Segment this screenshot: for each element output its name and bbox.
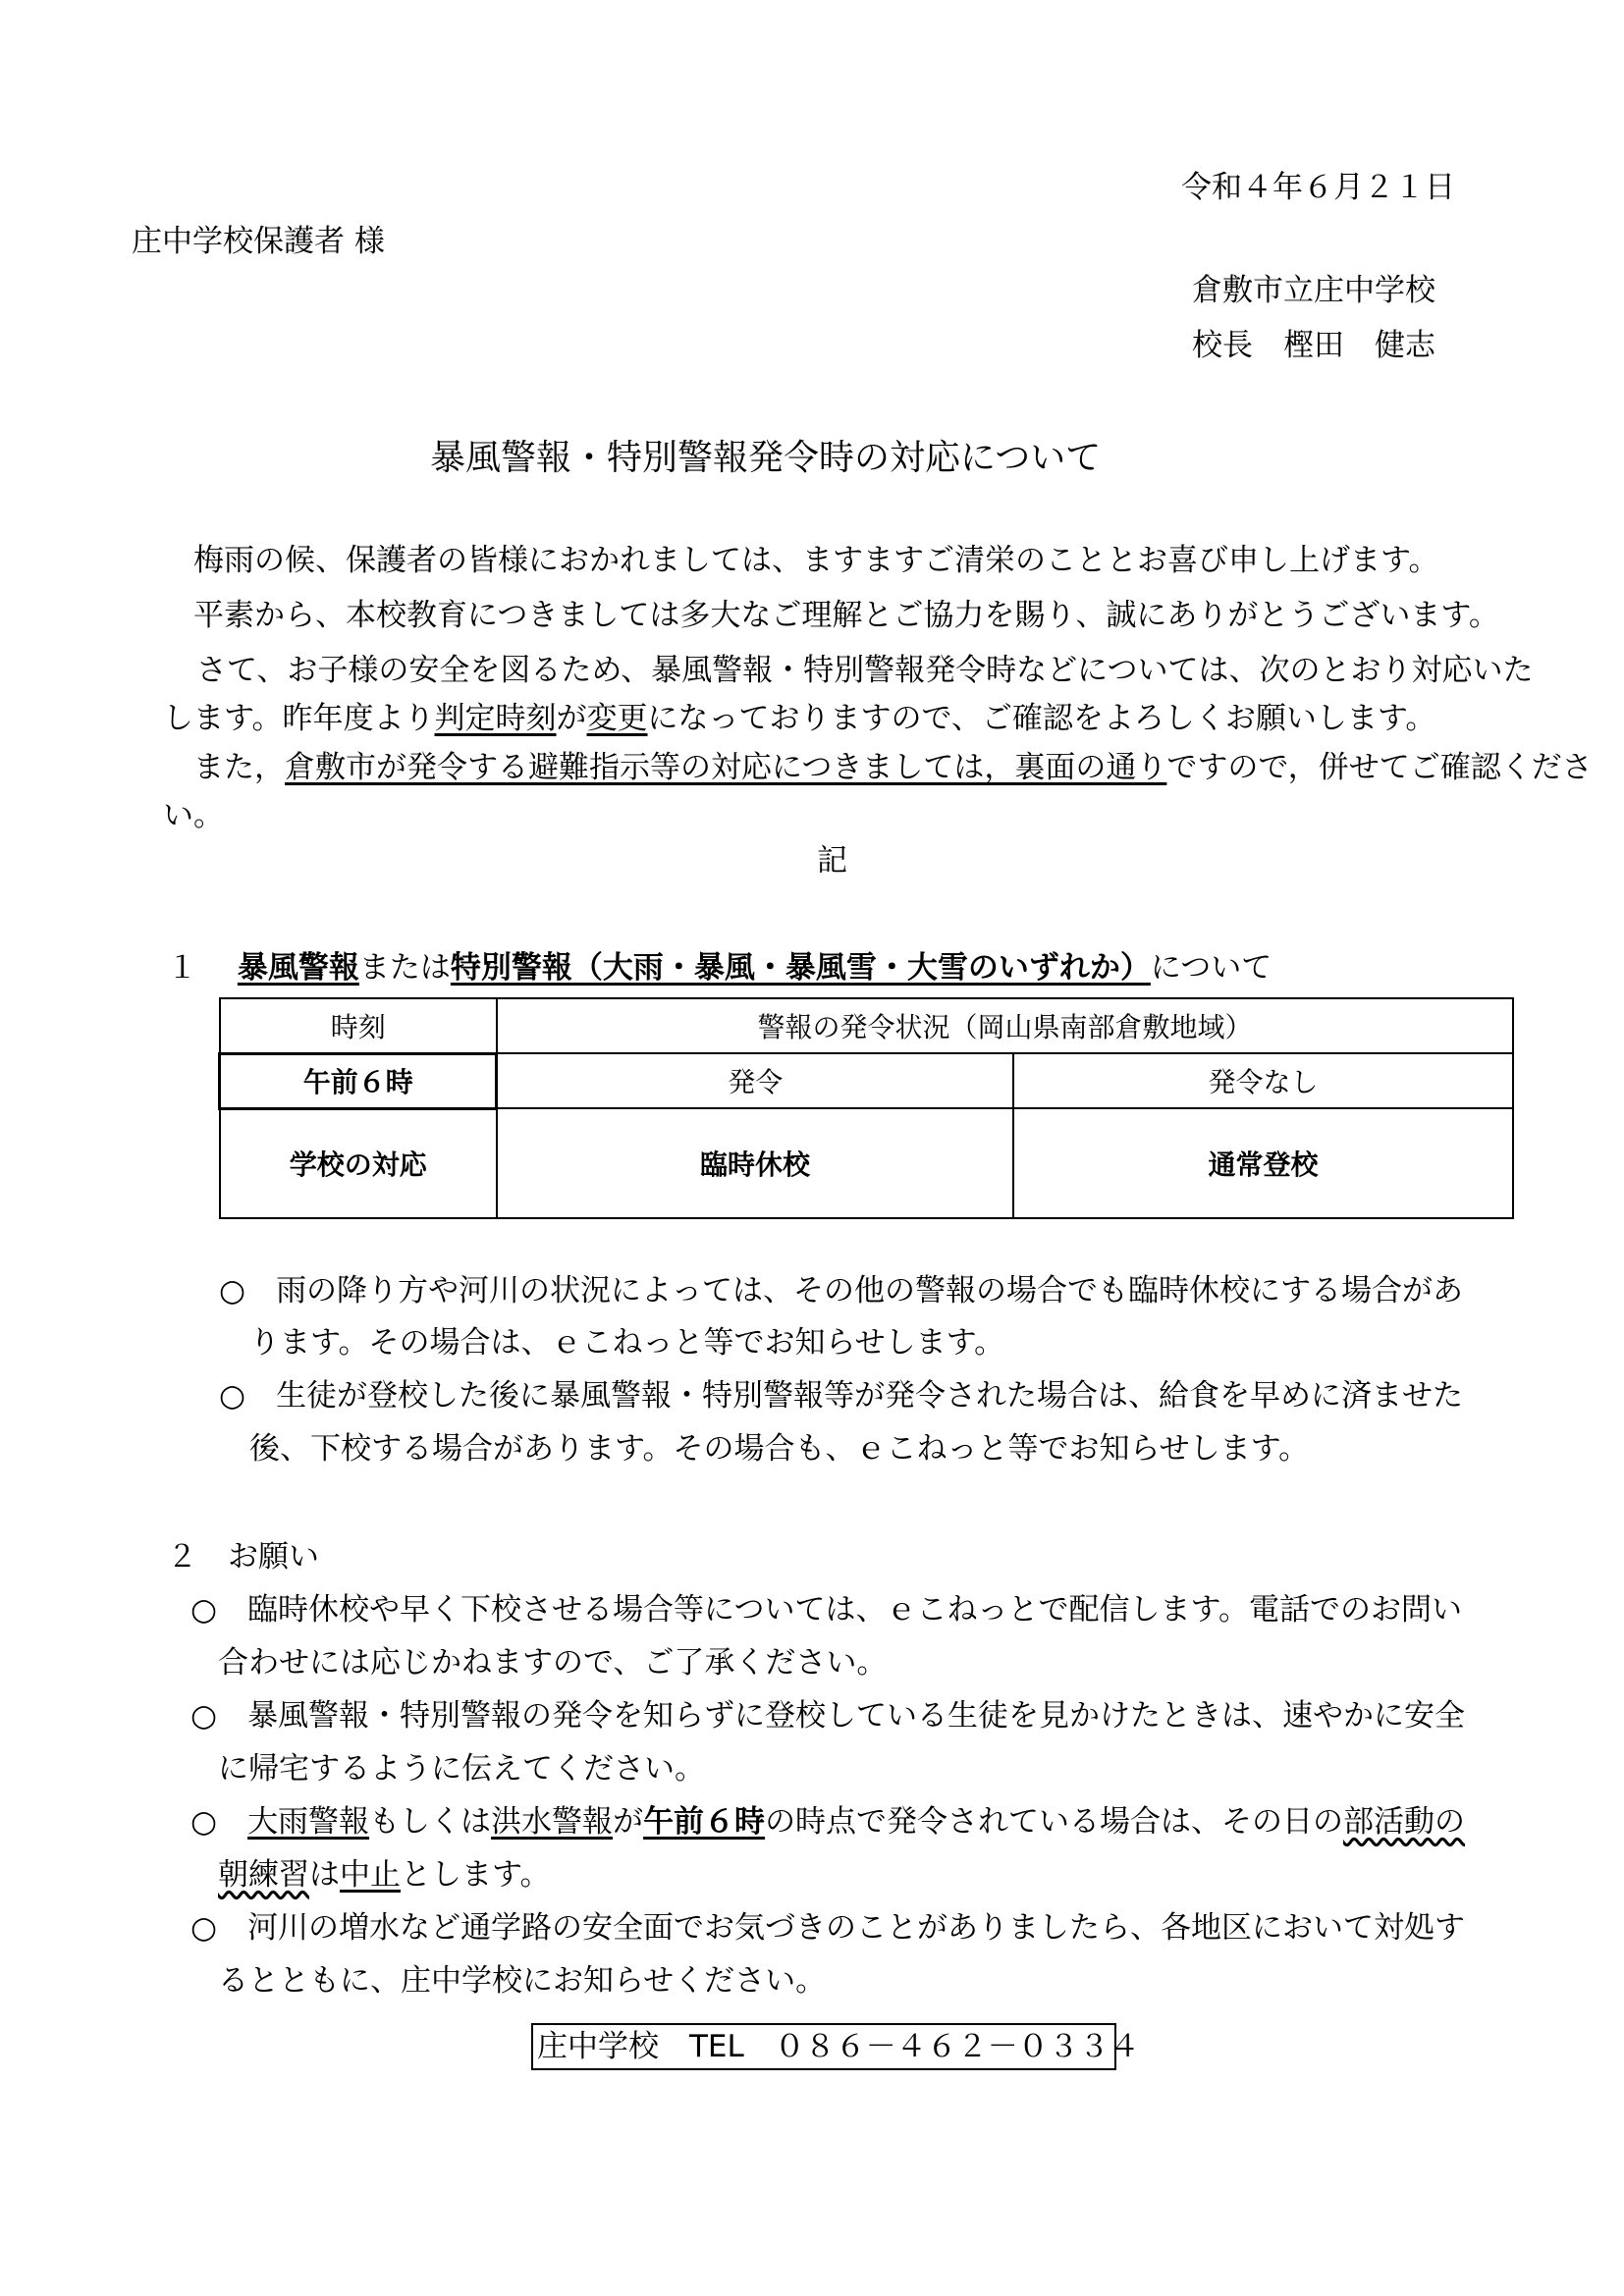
- intro-paragraph-3-line-1: さて、お子様の安全を図るため、暴風警報・特別警報発令時などについては、次のとおり対応いた: [196, 653, 1534, 688]
- request-1-line-1: [190, 1590, 1462, 1629]
- text-segment: 暴風警報・特別警報の発令を知らずに登校している生徒を見かけたときは、速やかに安全: [247, 1698, 1466, 1734]
- note-2-line-1: [219, 1376, 1463, 1415]
- underlined-text: 変更: [586, 701, 648, 736]
- recipient: 庄中学校保護者 様: [132, 224, 385, 259]
- sender-principal: 校長 樫田 健志: [1192, 328, 1435, 363]
- underlined-text: 倉敷市が発令する避難指示等の対応につきましては，裏面の通り: [285, 750, 1167, 785]
- warning-response-table: [218, 997, 1514, 1219]
- request-1-line-2: 合わせには応じかねますので、ご了承ください。: [218, 1645, 888, 1681]
- intro-paragraph-4-line-2: い。: [163, 798, 224, 833]
- text-segment: また，: [193, 750, 285, 785]
- text-segment: もしくは: [369, 1804, 492, 1840]
- ki-mark: 記: [817, 843, 847, 879]
- section-number: １: [167, 950, 197, 986]
- note-1-line-2: ります。その場合は、ｅこねっと等でお知らせします。: [249, 1325, 1005, 1361]
- underlined-text: 洪水警報: [491, 1804, 614, 1840]
- wavy-underlined-text: 部活動の: [1343, 1804, 1466, 1840]
- table-header-status: 警報の発令状況（岡山県南部倉敷地域）: [497, 998, 1513, 1053]
- table-cell-action-not-issued: 通常登校: [1013, 1108, 1513, 1218]
- text-segment: の時点で発令されている場合は、その日の: [765, 1804, 1344, 1840]
- text-segment: 河川の増水など通学路の安全面でお気づきのことがありましたら、各地区において対処す: [247, 1910, 1466, 1946]
- text-segment: になっておりますので、ご確認をよろしくお願いします。: [647, 701, 1436, 736]
- text-segment: は: [309, 1857, 340, 1893]
- request-2-line-2: に帰宅するように伝えてください。: [218, 1751, 705, 1787]
- text-segment: 臨時休校や早く下校させる場合等については、ｅこねっとで配信します。電話でのお問い: [247, 1592, 1462, 1628]
- sender-school: 倉敷市立庄中学校: [1192, 273, 1435, 308]
- request-4-line-2: るとともに、庄中学校にお知らせください。: [218, 1963, 827, 1999]
- section-number: ２: [167, 1539, 197, 1575]
- text-segment: が: [556, 701, 587, 736]
- text-segment: とします。: [401, 1857, 551, 1893]
- circle-bullet-icon: ○: [219, 1273, 246, 1308]
- section-2-heading: [167, 1537, 319, 1576]
- request-4-line-1: [190, 1908, 1465, 1948]
- circle-bullet-icon: ○: [219, 1378, 246, 1414]
- circle-bullet-icon: ○: [190, 1910, 218, 1946]
- text-segment: について: [1150, 950, 1272, 986]
- bold-text: 午前６時: [643, 1804, 766, 1840]
- document-title: 暴風警報・特別警報発令時の対応について: [430, 438, 1102, 478]
- table-cell-not-issued: 発令なし: [1013, 1053, 1513, 1108]
- text-segment: または: [358, 950, 451, 986]
- underlined-text: 判定時刻: [434, 701, 557, 736]
- intro-paragraph-3-line-2: [163, 699, 1435, 738]
- contact-box: [531, 2023, 1140, 2070]
- table-row-label: 学校の対応: [220, 1108, 497, 1218]
- contact-school: 庄中学校: [537, 2029, 659, 2064]
- text-segment: 生徒が登校した後に暴風警報・特別警報等が発令された場合は、給食を早めに済ませた: [276, 1378, 1464, 1414]
- table-cell-issued: 発令: [497, 1053, 1013, 1108]
- table-header-time: 時刻: [220, 998, 497, 1053]
- text-segment: が: [613, 1804, 644, 1840]
- intro-paragraph-2: 平素から、本校教育につきましては多大なご理解とご協力を賜り、誠にありがとうございます。: [193, 598, 1499, 633]
- intro-paragraph-1: 梅雨の候、保護者の皆様におかれましては、ますますご清栄のこととお喜び申し上げます。: [193, 543, 1439, 578]
- request-3-line-2: [218, 1855, 551, 1895]
- request-2-line-1: [190, 1696, 1465, 1735]
- section-1-heading: [167, 948, 1272, 988]
- circle-bullet-icon: ○: [190, 1698, 218, 1734]
- request-3-line-1: [190, 1802, 1465, 1842]
- circle-bullet-icon: ○: [190, 1804, 218, 1840]
- tel-number: ０８６－４６２－０３３４: [774, 2029, 1140, 2064]
- document-date: 令和４年６月２１日: [1181, 170, 1455, 205]
- intro-paragraph-4-line-1: [193, 748, 1593, 787]
- tel-label: TEL: [689, 2029, 744, 2064]
- wavy-underlined-text: 朝練習: [218, 1857, 309, 1893]
- bold-text: 特別警報（大雨・暴風・暴風雪・大雪のいずれか）: [450, 950, 1151, 986]
- text-segment: します。昨年度より: [163, 701, 435, 736]
- note-1-line-1: [219, 1271, 1463, 1310]
- text-segment: お願い: [228, 1539, 319, 1575]
- underlined-text: 大雨警報: [247, 1804, 370, 1840]
- table-cell-action-issued: 臨時休校: [497, 1108, 1013, 1218]
- bold-text: 暴風警報: [237, 950, 359, 986]
- note-2-line-2: 後、下校する場合があります。その場合も、ｅこねっと等でお知らせします。: [249, 1431, 1310, 1467]
- underlined-text: 中止: [340, 1857, 401, 1893]
- text-segment: 雨の降り方や河川の状況によっては、その他の警報の場合でも臨時休校にする場合があ: [276, 1273, 1464, 1308]
- table-row-time: 午前６時: [220, 1053, 497, 1108]
- text-segment: ですので，併せてご確認くださ: [1166, 750, 1593, 785]
- circle-bullet-icon: ○: [190, 1592, 218, 1628]
